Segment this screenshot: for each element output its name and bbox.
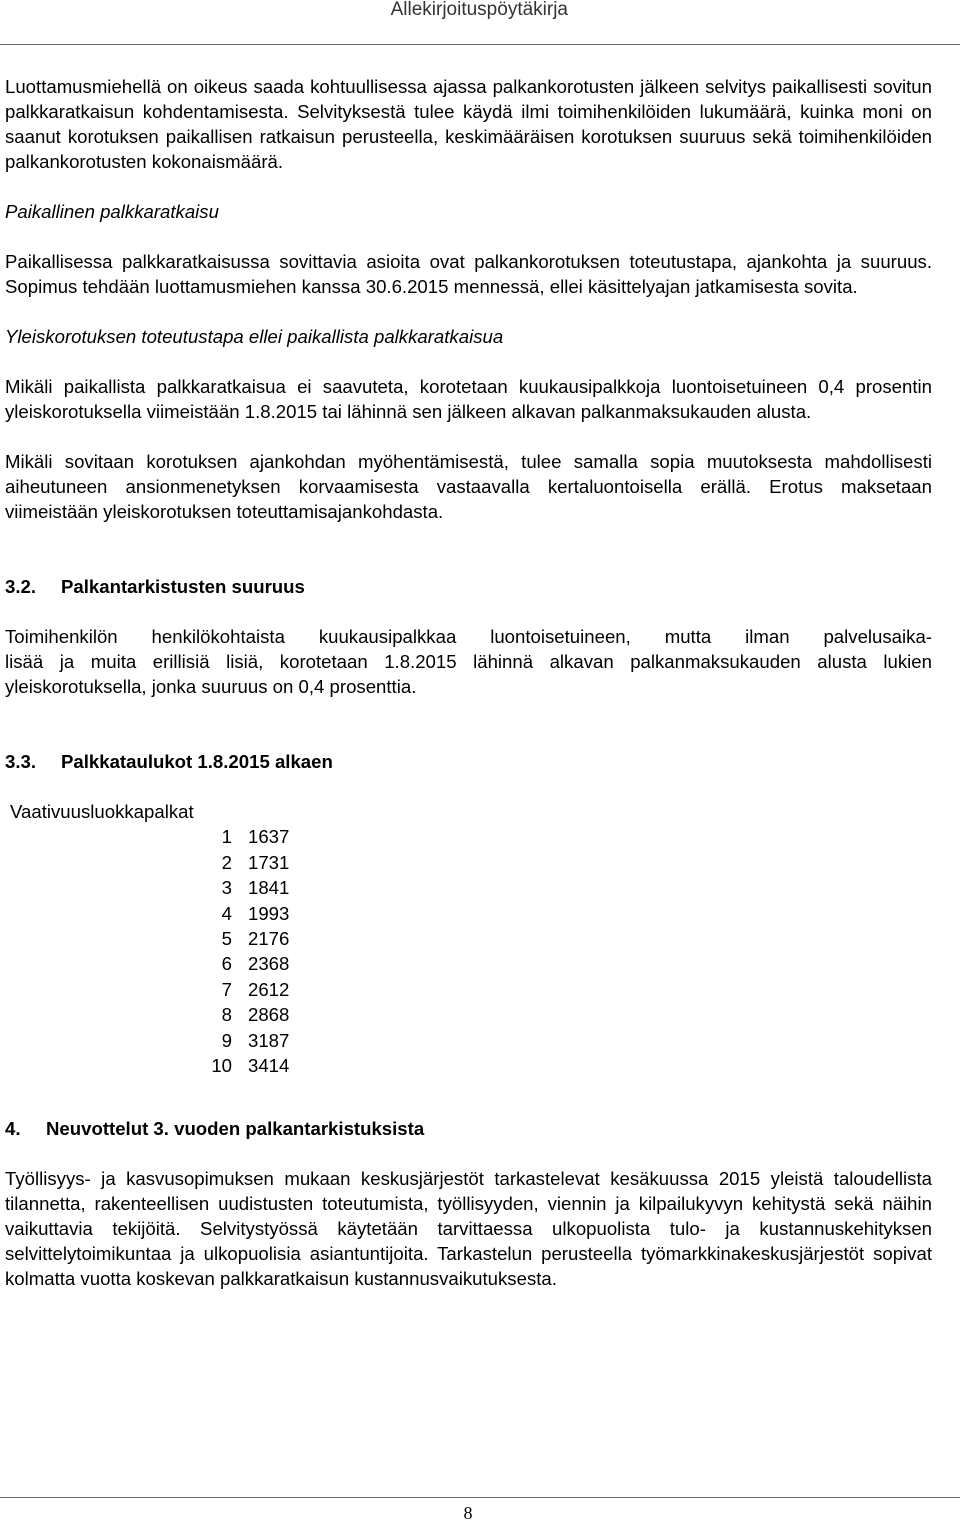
salary-level: 6	[221, 953, 232, 975]
salary-level: 10	[211, 1054, 232, 1076]
subheading-local-pay-settlement: Paikallinen palkkaratkaisu	[5, 201, 219, 222]
table-row	[10, 1053, 932, 1078]
salary-level: 2	[221, 851, 232, 873]
paragraph-negotiations: Työllisyys- ja kasvusopimuksen mukaan keskusjärjestöt tarkastelevat kesäkuussa 2015 yleistä taloudellista tilannetta, rakenteellisen uudistusten toteutumista, työllisyyden, viennin ja kilpailukyvyn kehitystä sekä näihin vaikuttavia tekijöitä. Selvitystyössä käytetään tarvittaessa ulkopuolista tulo- ja kustannuskehityksen selvittelytoimikuntaa ja ulkopuolisia asiantuntijoita. Tarkastelun perusteella työmarkkinakeskusjärjestöt sopivat kolmatta vuotta koskevan palkkaratkaisun kustannusvaikutuksesta.	[5, 1168, 932, 1290]
subheading-general-increase: Yleiskorotuksen toteutustapa ellei paikallista palkkaratkaisua	[5, 326, 504, 347]
salary-level: 5	[221, 927, 232, 949]
salary-table-rows	[10, 824, 932, 1078]
section-heading-3-2	[5, 574, 932, 599]
section-number: 3.3.	[5, 751, 37, 772]
table-row	[10, 824, 932, 849]
salary-amount: 2868	[248, 1004, 290, 1026]
table-row	[10, 926, 932, 951]
section-heading-3-3	[5, 749, 932, 774]
salary-level: 1	[221, 826, 232, 848]
section-heading-4	[5, 1116, 932, 1141]
salary-table-title: Vaativuusluokkapalkat	[10, 801, 194, 822]
paragraph-postponement: Mikäli sovitaan korotuksen ajankohdan myöhentämisestä, tulee samalla sopia muutoksesta mahdollisesti aiheutuneen ansionmenetyksen korvaamisesta vastaavalla kertaluontoisella erällä. Erotus maksetaan viimeistään yleiskorotuksen toteuttamisajankohdasta.	[5, 451, 932, 522]
paragraph-pay-revision-rest: lisää ja muita erillisiä lisiä, korotetaan 1.8.2015 lähinnä alkavan palkanmaksukauden alusta lukien yleiskorotuksella, jonka suuruus on 0,4 prosenttia.	[5, 651, 932, 697]
section-number: 3.2.	[5, 576, 37, 597]
table-row	[10, 850, 932, 875]
salary-level: 3	[221, 877, 232, 899]
paragraph-follow-up-report: Luottamusmiehellä on oikeus saada kohtuullisessa ajassa palkankorotusten jälkeen selvitys paikallisesti sovitun palkkaratkaisun kohdentamisesta. Selvityksestä tulee käydä ilmi toimihenkilöiden lukumäärä, kuinka moni on saanut korotuksen paikallisen ratkaisun perusteella, keskimääräisen korotuksen suuruus sekä toimihenkilöiden palkankorotusten kokonaismäärä.	[5, 76, 932, 172]
paragraph-local-pay-settlement: Paikallisessa palkkaratkaisussa sovittavia asioita ovat palkankorotuksen toteutustapa, ajankohta ja suuruus. Sopimus tehdään luottamusmiehen kanssa 30.6.2015 mennessä, ellei käsittelyajan jatkamisesta sovita.	[5, 251, 932, 297]
header-divider	[0, 44, 960, 45]
table-row	[10, 1028, 932, 1053]
salary-level: 9	[221, 1029, 232, 1051]
table-row	[10, 901, 932, 926]
salary-amount: 2176	[248, 927, 290, 949]
section-number: 4.	[5, 1118, 21, 1140]
section-title: Palkkataulukot 1.8.2015 alkaen	[61, 751, 333, 772]
table-row	[10, 977, 932, 1002]
document-body	[5, 74, 932, 1291]
document-header-title: Allekirjoituspöytäkirja	[390, 0, 568, 20]
salary-level: 7	[221, 978, 232, 1000]
salary-amount: 3187	[248, 1029, 290, 1051]
salary-amount: 3414	[248, 1054, 290, 1076]
section-title: Palkantarkistusten suuruus	[61, 576, 305, 597]
salary-level: 8	[221, 1004, 232, 1026]
table-row	[10, 875, 932, 900]
salary-table	[10, 799, 932, 1078]
salary-amount: 1993	[248, 902, 290, 924]
table-row	[10, 1002, 932, 1027]
salary-amount: 1841	[248, 877, 290, 899]
table-row	[10, 951, 932, 976]
paragraph-general-increase: Mikäli paikallista palkkaratkaisua ei saavuteta, korotetaan kuukausipalkkoja luontoisetuineen 0,4 prosentin yleiskorotuksella viimeistään 1.8.2015 tai lähinnä sen jälkeen alkavan palkanmaksukauden alusta.	[5, 376, 932, 422]
salary-level: 4	[221, 902, 232, 924]
paragraph-pay-revision-line1: Toimihenkilön henkilökohtaista kuukausipalkkaa luontoisetuineen, mutta ilman palvelusaika-	[5, 626, 932, 647]
page-number: 8	[463, 1503, 473, 1523]
salary-amount: 1637	[248, 826, 290, 848]
salary-amount: 2368	[248, 953, 290, 975]
salary-amount: 2612	[248, 978, 290, 1000]
footer-divider	[0, 1497, 960, 1498]
section-title: Neuvottelut 3. vuoden palkantarkistuksista	[46, 1118, 425, 1140]
salary-amount: 1731	[248, 851, 290, 873]
